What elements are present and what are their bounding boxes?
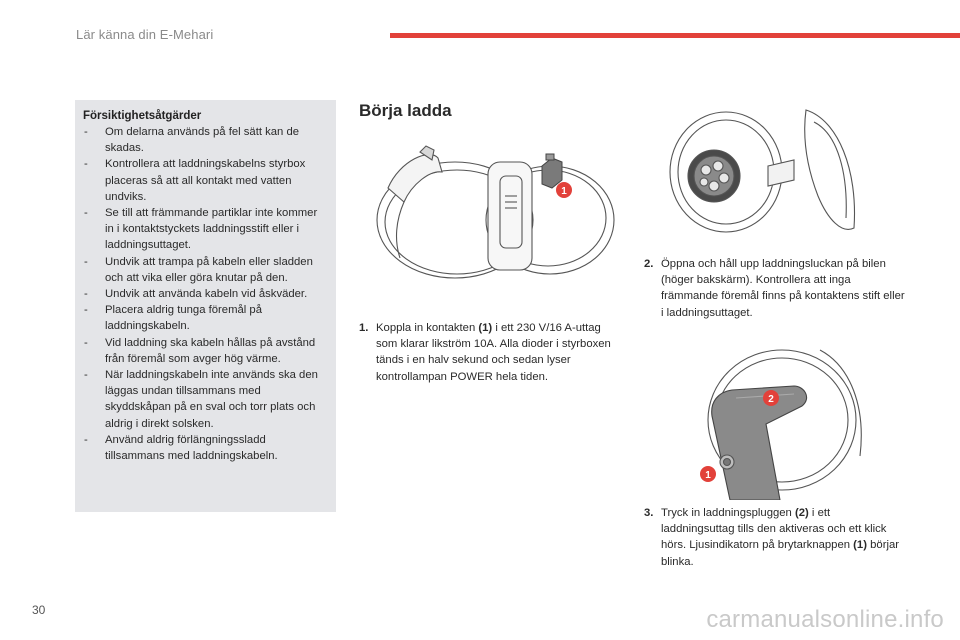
step-3-text: Tryck in laddningspluggen (2) i ett laddningsuttag tills den aktiveras och ett klick hörs. Ljusindikatorn på brytarknappen (1) börjar blinka. [661, 507, 900, 568]
caution-item: - Om delarna används på fel sätt kan de skadas. [84, 126, 300, 155]
caution-item: - Kontrollera att laddningskabelns styrbox placeras så att all kontakt med vatten undviks. [84, 158, 306, 203]
step-1-text: Koppla in kontakten (1) i ett 230 V/16 A-uttag som klarar likström 10A. Alla dioder i styrboxen tänds i en halv sekund och sedan lyser kontrollampan POWER hela tiden. [376, 322, 611, 383]
caution-list [83, 124, 328, 464]
step-1 [359, 320, 614, 385]
caution-item: - När laddningskabeln inte används ska den läggas undan tillsammans med skyddskåpan på en sval och torr plats och aldrig i direkt solsken. [84, 369, 318, 430]
callout-2-label: 2 [768, 394, 774, 405]
caution-item: - Se till att främmande partiklar inte kommer in i kontaktstyckets laddningsstift eller i laddningsuttaget. [84, 207, 318, 252]
plug-inserted-illustration [670, 346, 870, 500]
caution-item: - Använd aldrig förlängningssladd tillsammans med laddningskabeln. [84, 433, 278, 463]
step-2 [644, 256, 906, 321]
caution-item: - Undvik att trampa på kabeln eller sladden och att vika eller göra knutar på den. [84, 255, 313, 284]
step-3-number: 3. [644, 507, 654, 519]
charging-flap-illustration [668, 100, 863, 242]
caution-box [75, 100, 336, 512]
caution-item: - Vid laddning ska kabeln hållas på avstånd från föremål som avger hög värme. [84, 336, 316, 365]
watermark: carmanualsonline.info [706, 606, 944, 633]
caution-item: - Placera aldrig tunga föremål på laddningskabeln. [84, 304, 262, 333]
step-3 [644, 505, 902, 570]
header-title: Lär känna din E-Mehari [76, 27, 214, 42]
charging-cable-illustration [360, 140, 622, 298]
step-2-number: 2. [644, 258, 654, 270]
header-accent-bar [390, 33, 960, 38]
callout-1-label: 1 [561, 186, 567, 197]
step-1-number: 1. [359, 322, 369, 334]
step-2-text: Öppna och håll upp laddningsluckan på bilen (höger bakskärm). Kontrollera att inga främmande föremål finns på kontaktens stift eller i laddningsuttaget. [661, 258, 905, 319]
caution-item: - Undvik att använda kabeln vid åskväder. [84, 288, 308, 301]
section-title: Börja ladda [359, 101, 452, 120]
caution-title: Försiktighetsåtgärder [83, 110, 202, 122]
callout-1b-label: 1 [705, 470, 711, 481]
page-number: 30 [32, 603, 46, 617]
